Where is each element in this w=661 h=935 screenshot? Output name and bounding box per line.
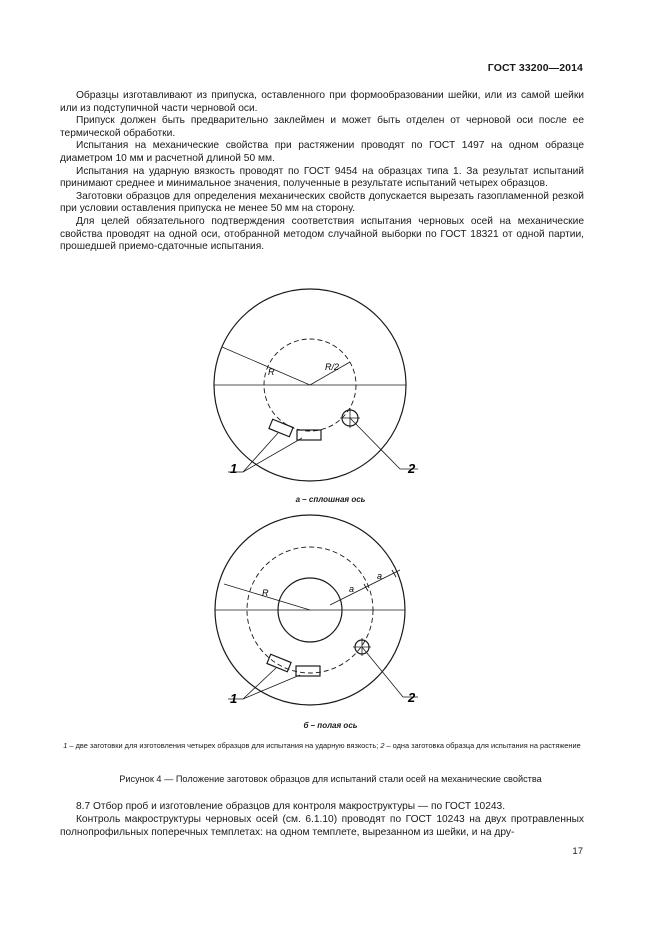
radius-label-outer: R: [268, 367, 275, 377]
legend-number-1: 1: [63, 741, 68, 750]
paragraph: Испытания на ударную вязкость проводят по ГОСТ 9454 на образцах типа 1. За результат испытаний принимают среднее и минимальное значения, полученные в результате испытаний четырех образцов.: [60, 165, 584, 190]
impact-blank-2: [296, 666, 320, 676]
radius-label-outer: R: [262, 588, 269, 598]
figure-b-hollow-axle: [0, 512, 661, 717]
section-heading-paragraph: 8.7 Отбор проб и изготовление образцов для контроля макроструктуры — по ГОСТ 10243.: [76, 801, 506, 812]
paragraph: Образцы изготавливают из припуска, оставленного при формообразовании шейки, или из самой шейки или из подступичной части черновой оси.: [60, 90, 584, 114]
body-text: [60, 90, 584, 254]
section-text: [60, 801, 584, 839]
radius-label-inner: R/2: [325, 362, 340, 372]
paragraph: Для целей обязательного подтверждения соответствия испытания черновых осей на механические свойства проводят на одной оси, отобранной методом случайной выборки по ГОСТ 18321 от одной партии, прошедшей приемо-сдаточные испытания.: [60, 215, 584, 253]
legend-number-2: 2: [380, 741, 385, 750]
dimension-line-wall: [330, 570, 400, 605]
page-number: 17: [572, 846, 583, 857]
paragraph: Заготовки образцов для определения механических свойств допускается вырезать газопламенной резкой при условии оставления припуска не менее 50 мм на сторону.: [60, 190, 584, 215]
radius-line-outer: [222, 347, 310, 385]
legend-text-2: – одна заготовка образца для испытания на растяжение: [384, 741, 581, 750]
figure-legend: [60, 741, 584, 751]
impact-blank-1: [269, 419, 293, 437]
callout-label-2: 2: [408, 690, 416, 705]
callout-label-1: 1: [230, 691, 238, 706]
paragraph: Испытания на механические свойства при растяжении проводят по ГОСТ 1497 на одном образце диаметром 10 мм и расчетной длиной 50 мм.: [60, 140, 584, 164]
figure-caption: Рисунок 4 — Положение заготовок образцов для испытаний стали осей на механические свойства: [119, 774, 542, 784]
wall-dimension-label-2: a: [377, 571, 383, 581]
figure-a-solid-axle: [0, 283, 661, 488]
wall-dimension-label-1: a: [349, 584, 355, 594]
paragraph: Припуск должен быть предварительно заклеймен и может быть отделен от черновой оси после ее термической обработки.: [60, 115, 584, 139]
callout-label-2: 2: [408, 461, 416, 476]
figure-a-caption: а – сплошная ось: [295, 495, 366, 504]
standard-header: ГОСТ 33200—2014: [487, 62, 583, 74]
paragraph: Контроль макроструктуры черновых осей (см. 6.1.10) проводят по ГОСТ 10243 на двух протравленных полнопрофильных поперечных темплетах: на одном темплете, вырезанном из шейки, и на дру-: [60, 813, 584, 838]
callout-label-1: 1: [230, 461, 238, 476]
legend-text-1: – две заготовки для изготовления четырех образцов для испытания на ударную вязкость;: [67, 741, 381, 750]
figure-b-caption: б – полая ось: [303, 721, 358, 730]
